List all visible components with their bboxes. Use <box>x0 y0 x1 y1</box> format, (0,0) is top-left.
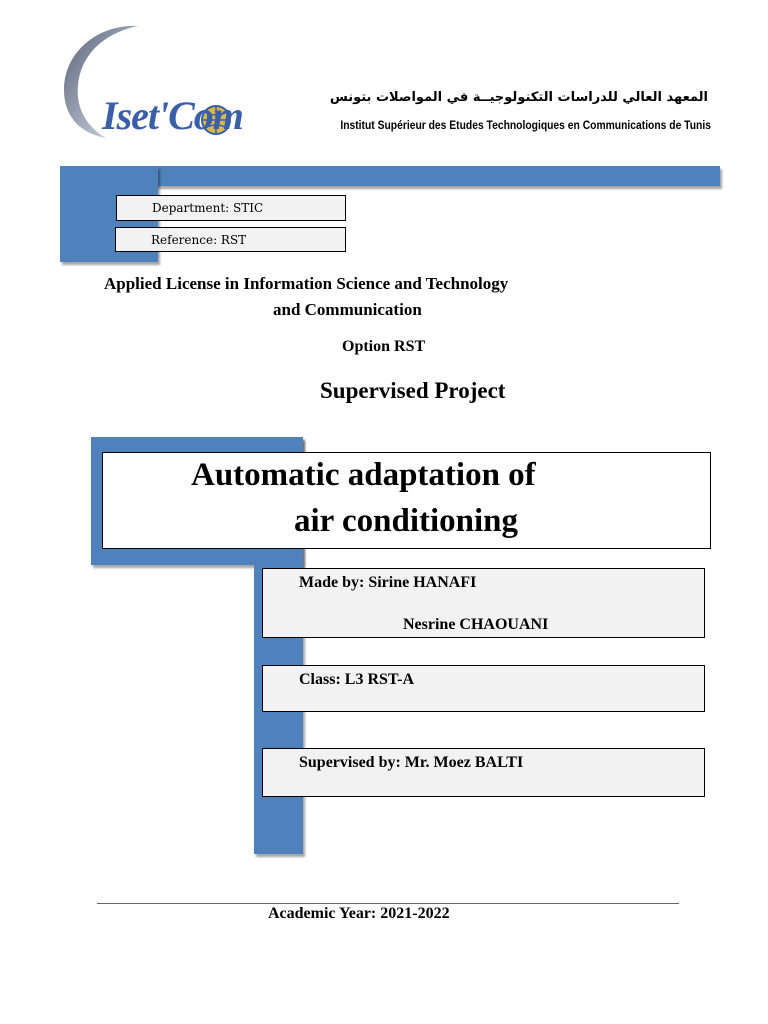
project-title-line-2: air conditioning <box>294 503 519 539</box>
department-label: Department: STIC <box>152 201 264 215</box>
header-blue-bar <box>60 166 720 186</box>
program-line-2: and Communication <box>273 300 422 319</box>
class-label: Class: L3 RST-A <box>299 671 414 688</box>
made-by-box <box>262 568 705 638</box>
supervisor-box <box>262 748 705 797</box>
department-box <box>116 195 346 221</box>
institute-name-arabic: المعهد العالي للدراسات التكنولوجيــة في المواصلات بتونس <box>329 90 708 105</box>
reference-label: Reference: RST <box>151 233 247 247</box>
made-by-second-author: Nesrine CHAOUANI <box>403 616 549 633</box>
project-type: Supervised Project <box>320 378 506 403</box>
institute-name-french: Institut Supérieur des Etudes Technologiques en Communications de Tunis <box>340 118 711 132</box>
reference-box <box>115 227 346 252</box>
project-title-line-1: Automatic adaptation of <box>191 457 536 493</box>
academic-year: Academic Year: 2021-2022 <box>268 905 450 922</box>
title-box <box>102 452 711 549</box>
supervisor-label: Supervised by: Mr. Moez BALTI <box>299 754 524 771</box>
footer-divider <box>97 903 679 904</box>
class-box <box>262 665 705 712</box>
logo-text: Iset'Com <box>102 93 243 138</box>
program-option: Option RST <box>342 338 426 355</box>
program-line-1: Applied License in Information Science and Technology <box>104 274 509 293</box>
made-by-label: Made by: Sirine HANAFI <box>299 574 477 591</box>
